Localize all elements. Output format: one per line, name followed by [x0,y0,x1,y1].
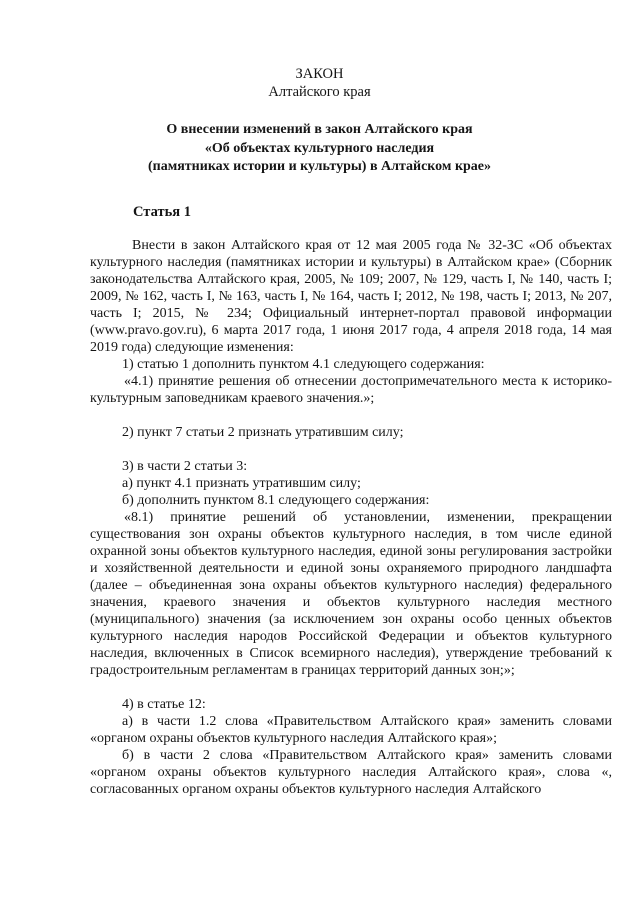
paragraph-item-3a: а) пункт 4.1 признать утратившим силу; [122,476,361,491]
paragraph-gap [90,679,612,696]
paragraph-item-2: 2) пункт 7 статьи 2 признать утратившим силу; [122,425,404,440]
paragraph-item-3: 3) в части 2 статьи 3: [122,459,248,474]
law-title [0,121,639,177]
law-title-line: «Об объектах культурного наследия [204,140,435,156]
paragraph-gap [90,407,612,424]
paragraph-gap [90,441,612,458]
paragraph-intro: Внести в закон Алтайского края от 12 мая 2005 года № 32-ЗС «Об объектах культурного наследия (памятниках истории и культуры) в Алтайском крае» (Сборник законодательства Алтайского края, 2005, № 109; 2007, № 129, часть I, № 140, часть I; 2009, № 162, часть I, № 163, часть I, № 164, часть I; 2012, № 198, часть I; 2013, № 207, часть I; 2015, № 234; Официальный интернет-портал правовой информации (www.pravo.gov.ru), 6 марта 2017 года, 1 июня 2017 года, 4 апреля 2018 года, 14 мая 2019 года) следующие изменения: [90,238,612,355]
paragraph-item-3b: б) дополнить пунктом 8.1 следующего содержания: [122,493,430,508]
paragraph-item-4: 4) в статье 12: [122,697,206,712]
paragraph-item-1-text: «4.1) принятие решения об отнесении достопримечательного места к историко-культурным заповедникам краевого значения.»; [90,374,612,406]
paragraph-item-1: 1) статью 1 дополнить пунктом 4.1 следующего содержания: [122,357,485,372]
article-heading: Статья 1 [133,204,191,220]
paragraph-item-4a: а) в части 1.2 слова «Правительством Алтайского края» заменить словами «органом охраны объектов культурного наследия Алтайского края»; [90,714,612,746]
paragraph-item-3b-text: «8.1) принятие решений об установлении, изменении, прекращении существования зон охраны объектов культурного наследия, в том числе единой охранной зоны объектов культурного наследия, единой зоны регулирования застройки и хозяйственной деятельности и единой зоны охраняемого природного ландшафта (далее – объединенная зона охраны объектов культурного наследия) федерального значения, краевого значения и объектов культурного наследия местного (муниципального) значения (за исключением зон охраны особо ценных объектов культурного наследия народов Российской Федерации и объектов культурного наследия, включенных в Список всемирного наследия), утверждение требований к градостроительным регламентам в границах территорий данных зон;»; [90,510,612,678]
region-heading: Алтайского края [268,84,371,100]
article-body [90,237,612,798]
law-heading: ЗАКОН [295,66,344,82]
paragraph-item-4b: б) в части 2 слова «Правительством Алтайского края» заменить словами «органом охраны объектов культурного наследия Алтайского края», слова «, согласованных органом охраны объектов культурного наследия Алтайского [90,748,612,797]
law-title-line: (памятниках истории и культуры) в Алтайском крае» [147,159,492,174]
law-title-line: О внесении изменений в закон Алтайского края [166,122,473,137]
